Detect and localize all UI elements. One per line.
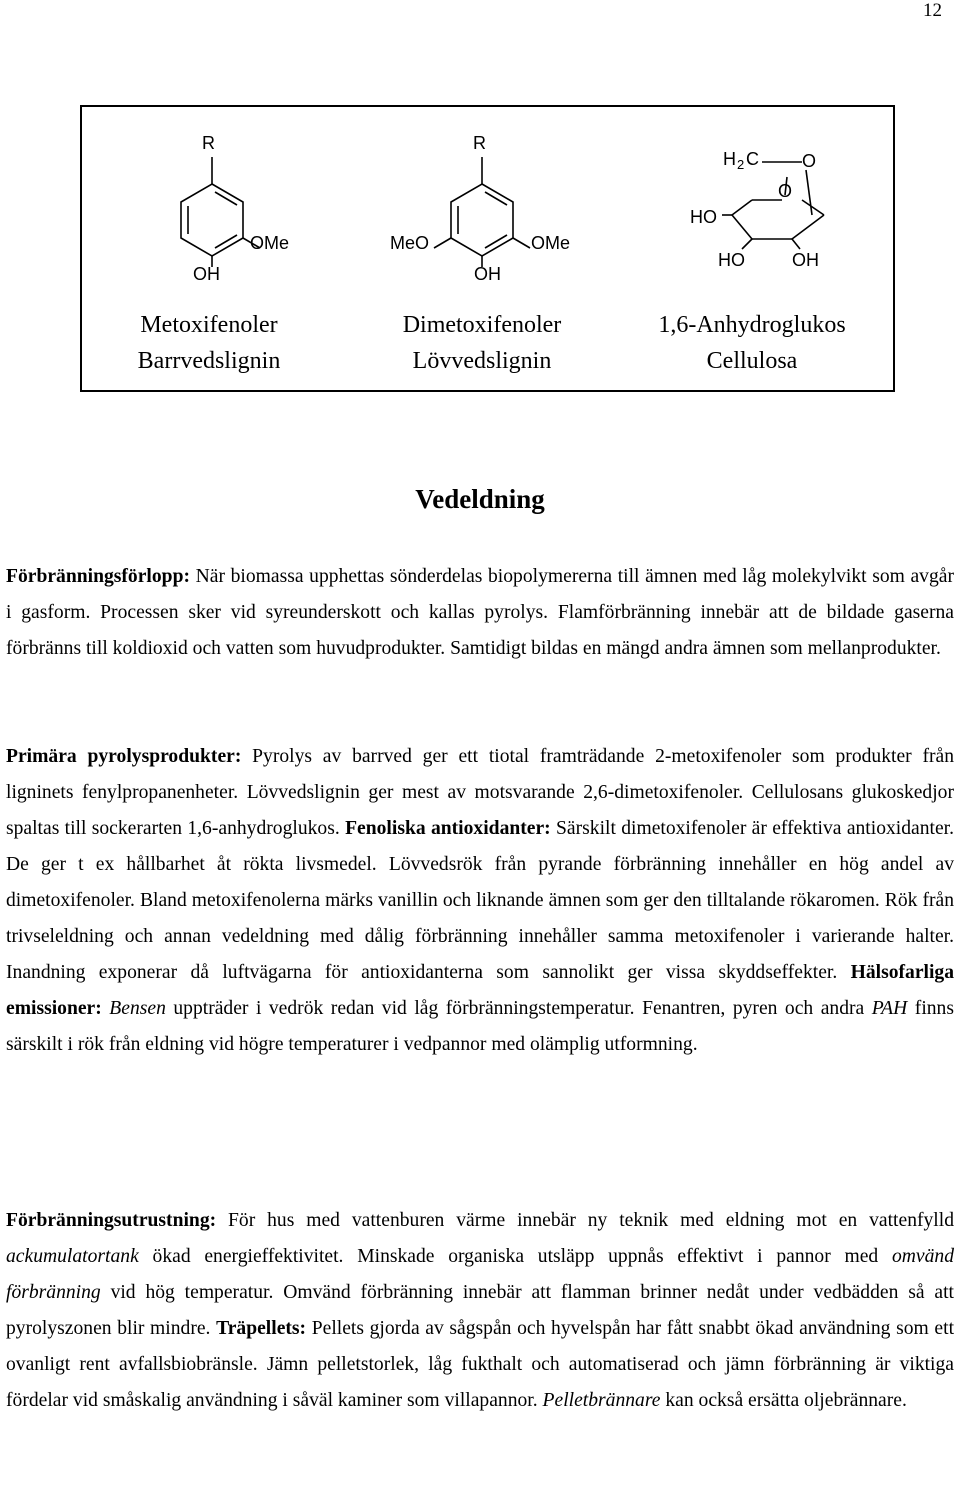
label-oh-bottom: OH: [792, 250, 819, 270]
text-run: Pyrolys av barrved ger ett tiotal framträdande 2-metoxifenoler som produkter från ligninets fenylpropanenheter. Lövvedslignin ger mest av motsvarande 2,6-dimetoxifenoler. Cellulosans glukoskedjor spaltas till sockerarten 1,6-anhydroglukos.: [6, 746, 954, 839]
text-run: finns särskilt i rök från eldning vid högre temperaturer i vedpannor med olämplig utformning.: [6, 998, 954, 1055]
label-ho-bottom: HO: [718, 250, 745, 270]
term-fenoliska-antioxidanter: Fenoliska antioxidanter:: [345, 818, 551, 839]
term-bensen: Bensen: [109, 998, 166, 1019]
text-run: kan också ersätta oljebrännare.: [660, 1390, 907, 1411]
substituent-r-1: R: [202, 133, 215, 153]
text-run: Särskilt dimetoxifenoler är effektiva antioxidanter. De ger t ex hållbarhet åt rökta livsmedel. Lövvedsrök från pyrande förbränning innehåller en hög andel av dimetoxifenoler. Bland metoxifenolerna märks vanillin och liknande ämnen som ger den tilltalande rökaromen. Rök från trivseleldning och annan vedeldning med dålig förbränning innehåller samma metoxifenoler i varierande halter. Inandning exponerar då luftvägarna för antioxidanterna som sannolikt ger vissa skyddseffekter.: [6, 818, 955, 983]
section-heading: Vedeldning: [415, 484, 545, 514]
text-run: uppträder i vedrök redan vid låg förbränningstemperatur. Fenantren, pyren och andra: [165, 998, 872, 1019]
term-halsofarliga-emissioner: Hälsofarliga emissioner:: [6, 962, 954, 1019]
anhydroglukos-ring: [722, 162, 824, 249]
text-run: För hus med vattenburen värme innebär ny teknik med eldning mot en vattenfylld: [216, 1210, 954, 1231]
paragraph-pyrolysprodukter: [6, 739, 954, 1063]
label-ho-left: HO: [690, 207, 717, 227]
label-h2c-h: H: [723, 149, 736, 169]
caption-metoxifenoler: [109, 307, 309, 379]
text-run: vid hög temperatur. Omvänd förbränning innebär att flamman brinner nedåt under vedbädden så att pyrolyszonen blir mindre.: [6, 1282, 954, 1339]
term-ackumulatortank: ackumulatortank: [6, 1246, 139, 1267]
substituent-oh-2: OH: [474, 264, 501, 284]
term-pah: PAH: [871, 998, 908, 1019]
term-trapellets: Träpellets:: [216, 1318, 307, 1339]
text-run: Pellets gjorda av sågspån och hyvelspån har fått snabbt ökad användning som ett ovanligt rent avfallsbiobränsle. Jämn pelletstorlek, låg fukthalt och automatiserad och jämn förbränning är viktiga fördelar vid småskalig användning i såväl kaminer som villapannor.: [6, 1318, 955, 1411]
caption-dimetoxifenoler: [372, 307, 592, 379]
term-forbranningsforlopp: Förbränningsförlopp:: [6, 566, 190, 587]
caption-metoxifenoler-line2: Barrvedslignin: [137, 348, 281, 374]
metoxifenol-ring: [181, 157, 260, 267]
substituent-ome-1: OMe: [250, 233, 290, 253]
label-h2c-2: 2: [737, 157, 745, 172]
label-o-ring: O: [778, 181, 793, 201]
page-number: 12: [923, 0, 942, 21]
caption-dimetoxifenoler-line1: Dimetoxifenoler: [402, 312, 562, 338]
substituent-meo-2: MeO: [390, 233, 430, 253]
caption-anhydroglukos-line1: 1,6-Anhydroglukos: [658, 312, 846, 338]
paragraph-forbranningsforlopp: [6, 559, 954, 667]
substituent-r-2: R: [473, 133, 486, 153]
term-primara-pyrolysprodukter: Primära pyrolysprodukter:: [6, 746, 242, 767]
label-h2c-c: C: [746, 149, 759, 169]
text-run: När biomassa upphettas sönderdelas biopolymererna till ämnen med låg molekylvikt som avgår i gasform. Processen sker vid syreunderskott och kallas pyrolys. Flamförbränning innebär att de bildade gaserna förbränns till koldioxid och vatten som huvudprodukter. Samtidigt bildas en mängd andra ämnen som mellanprodukter.: [6, 566, 954, 659]
text-run: ökad energieffektivitet. Minskade organiska utsläpp uppnås effektivt i pannor med: [138, 1246, 892, 1267]
term-forbranningsutrustning: Förbränningsutrustning:: [6, 1210, 217, 1231]
chemical-structures-figure: [80, 105, 895, 392]
caption-dimetoxifenoler-line2: Lövvedslignin: [412, 348, 552, 374]
substituent-oh-1: OH: [193, 264, 220, 284]
label-o-top: O: [802, 151, 817, 171]
dimetoxifenol-ring: [434, 157, 530, 267]
caption-anhydroglukos: [642, 307, 862, 379]
substituent-ome-2: OMe: [531, 233, 571, 253]
caption-anhydroglukos-line2: Cellulosa: [706, 348, 798, 374]
term-omvand-forbranning: omvänd förbränning: [6, 1246, 954, 1303]
term-pelletbrannare: Pelletbrännare: [542, 1390, 661, 1411]
paragraph-forbranningsutrustning: [6, 1203, 954, 1419]
caption-metoxifenoler-line1: Metoxifenoler: [140, 312, 278, 338]
